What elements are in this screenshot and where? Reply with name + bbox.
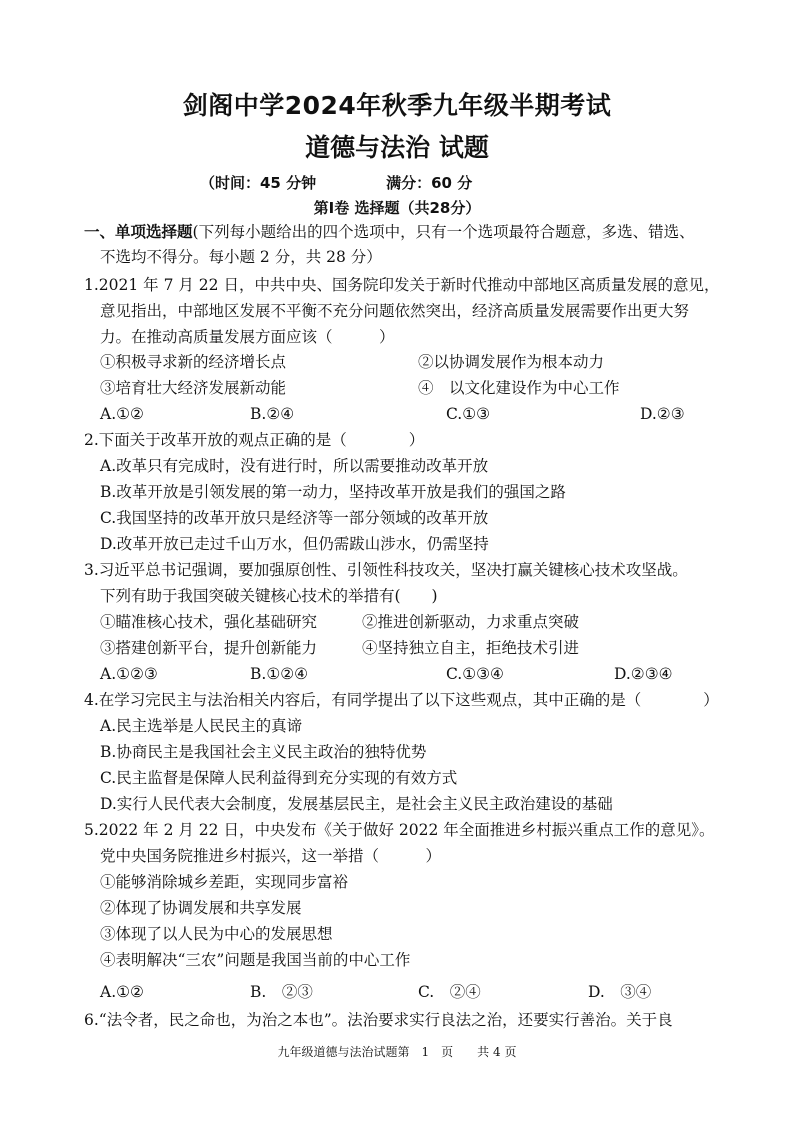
q5-statement-3: ③体现了以人民为中心的发展思想 [100,925,333,943]
exam-title: 剑阁中学2024年秋季九年级半期考试 [182,91,612,120]
section-instruction: (下列每小题给出的四个选项中，只有一个选项最符合题意，多选、错选、 [192,223,695,241]
q3-option-a: A.①②③ [100,665,158,683]
part-title: 第Ⅰ卷 选择题（共28分） [313,199,481,217]
exam-subject: 道德与法治 试题 [305,133,489,162]
q2-option-d: D.改革开放已走过千山万水，但仍需跋山涉水，仍需坚持 [100,535,489,553]
q3-option-b: B.①②④ [250,665,309,683]
q5-option-d: D. ③④ [588,983,652,1001]
exam-meta [200,172,472,193]
q3-option-c: C.①③④ [446,665,504,683]
q5-option-c: C. ②④ [418,983,481,1001]
section-instruction-cont: 不选均不得分。每小题 2 分，共 28 分） [100,248,382,266]
q3-statement-2: ②推进创新驱动，力求重点突破 [362,613,580,631]
q5-statement-2: ②体现了协调发展和共享发展 [100,899,302,917]
q1-stem: 意见指出，中部地区发展不平衡不充分问题依然突出，经济高质量发展需要作出更大努 [100,302,690,320]
q4-option-d: D.实行人民代表大会制度，发展基层民主，是社会主义民主政治建设的基础 [100,795,613,813]
q5-statement-4: ④表明解决“三农”问题是我国当前的中心工作 [100,951,411,969]
q4-option-a: A.民主选举是人民民主的真谛 [100,717,303,735]
q1-option-b: B.②④ [250,405,295,423]
q1-statement-2: ②以协调发展作为根本动力 [418,353,605,371]
q3-stem: 3.习近平总书记强调，要加强原创性、引领性科技攻关，坚决打赢关键核心技术攻坚战。 [84,561,688,579]
q1-statement-3: ③培育壮大经济发展新动能 [100,379,287,397]
q1-option-d: D.②③ [640,405,685,423]
q2-option-b: B.改革开放是引领发展的第一动力，坚持改革开放是我们的强国之路 [100,483,566,501]
exam-score: 满分：60 分 [386,174,473,192]
q3-statement-3: ③搭建创新平台，提升创新能力 [100,639,318,657]
q3-statement-4: ④坚持独立自主，拒绝技术引进 [362,639,580,657]
q5-statement-1: ①能够消除城乡差距，实现同步富裕 [100,873,349,891]
q3-stem: 下列有助于我国突破关键核心技术的举措有( ) [100,587,438,605]
q3-option-d: D.②③④ [614,665,673,683]
q3-statement-1: ①瞄准核心技术，强化基础研究 [100,613,318,631]
q5-option-b: B. ②③ [250,983,313,1001]
q6-stem: 6.“法令者，民之命也，为治之本也”。法治要求实行良法之治，还要实行善治。关于良 [84,1011,673,1029]
q1-stem: 力。在推动高质量发展方面应该（ ） [100,328,395,346]
q2-option-a: A.改革只有完成时，没有进行时，所以需要推动改革开放 [100,457,489,475]
q5-stem: 5.2022 年 2 月 22 日，中央发布《关于做好 2022 年全面推进乡村振兴重点工作的意见》。 [84,821,715,839]
q1-statement-4: ④ 以文化建设作为中心工作 [418,379,620,397]
exam-time: （时间：45 分钟 [200,174,317,192]
q1-statement-1: ①积极寻求新的经济增长点 [100,353,287,371]
q5-stem: 党中央国务院推进乡村振兴，这一举措（ ） [100,847,442,865]
section-heading [84,222,695,242]
q1-option-c: C.①③ [446,405,491,423]
q4-option-b: B.协商民主是我国社会主义民主政治的独特优势 [100,743,427,761]
q1-stem: 1.2021 年 7 月 22 日，中共中央、国务院印发关于新时代推动中部地区高质量发展的意见， [84,276,720,294]
q1-option-a: A.①② [100,405,144,423]
q4-option-c: C.民主监督是保障人民利益得到充分实现的有效方式 [100,769,458,787]
q2-stem: 2.下面关于改革开放的观点正确的是（ ） [84,431,425,449]
q2-option-c: C.我国坚持的改革开放只是经济等一部分领域的改革开放 [100,509,489,527]
section-label: 一、单项选择题 [84,223,193,241]
q5-option-a: A.①② [100,983,144,1001]
page-footer: 九年级道德与法治试题第 1 页 共 4 页 [277,1045,517,1059]
q4-stem: 4.在学习完民主与法治相关内容后，有同学提出了以下这些观点，其中正确的是（ ） [84,691,719,709]
